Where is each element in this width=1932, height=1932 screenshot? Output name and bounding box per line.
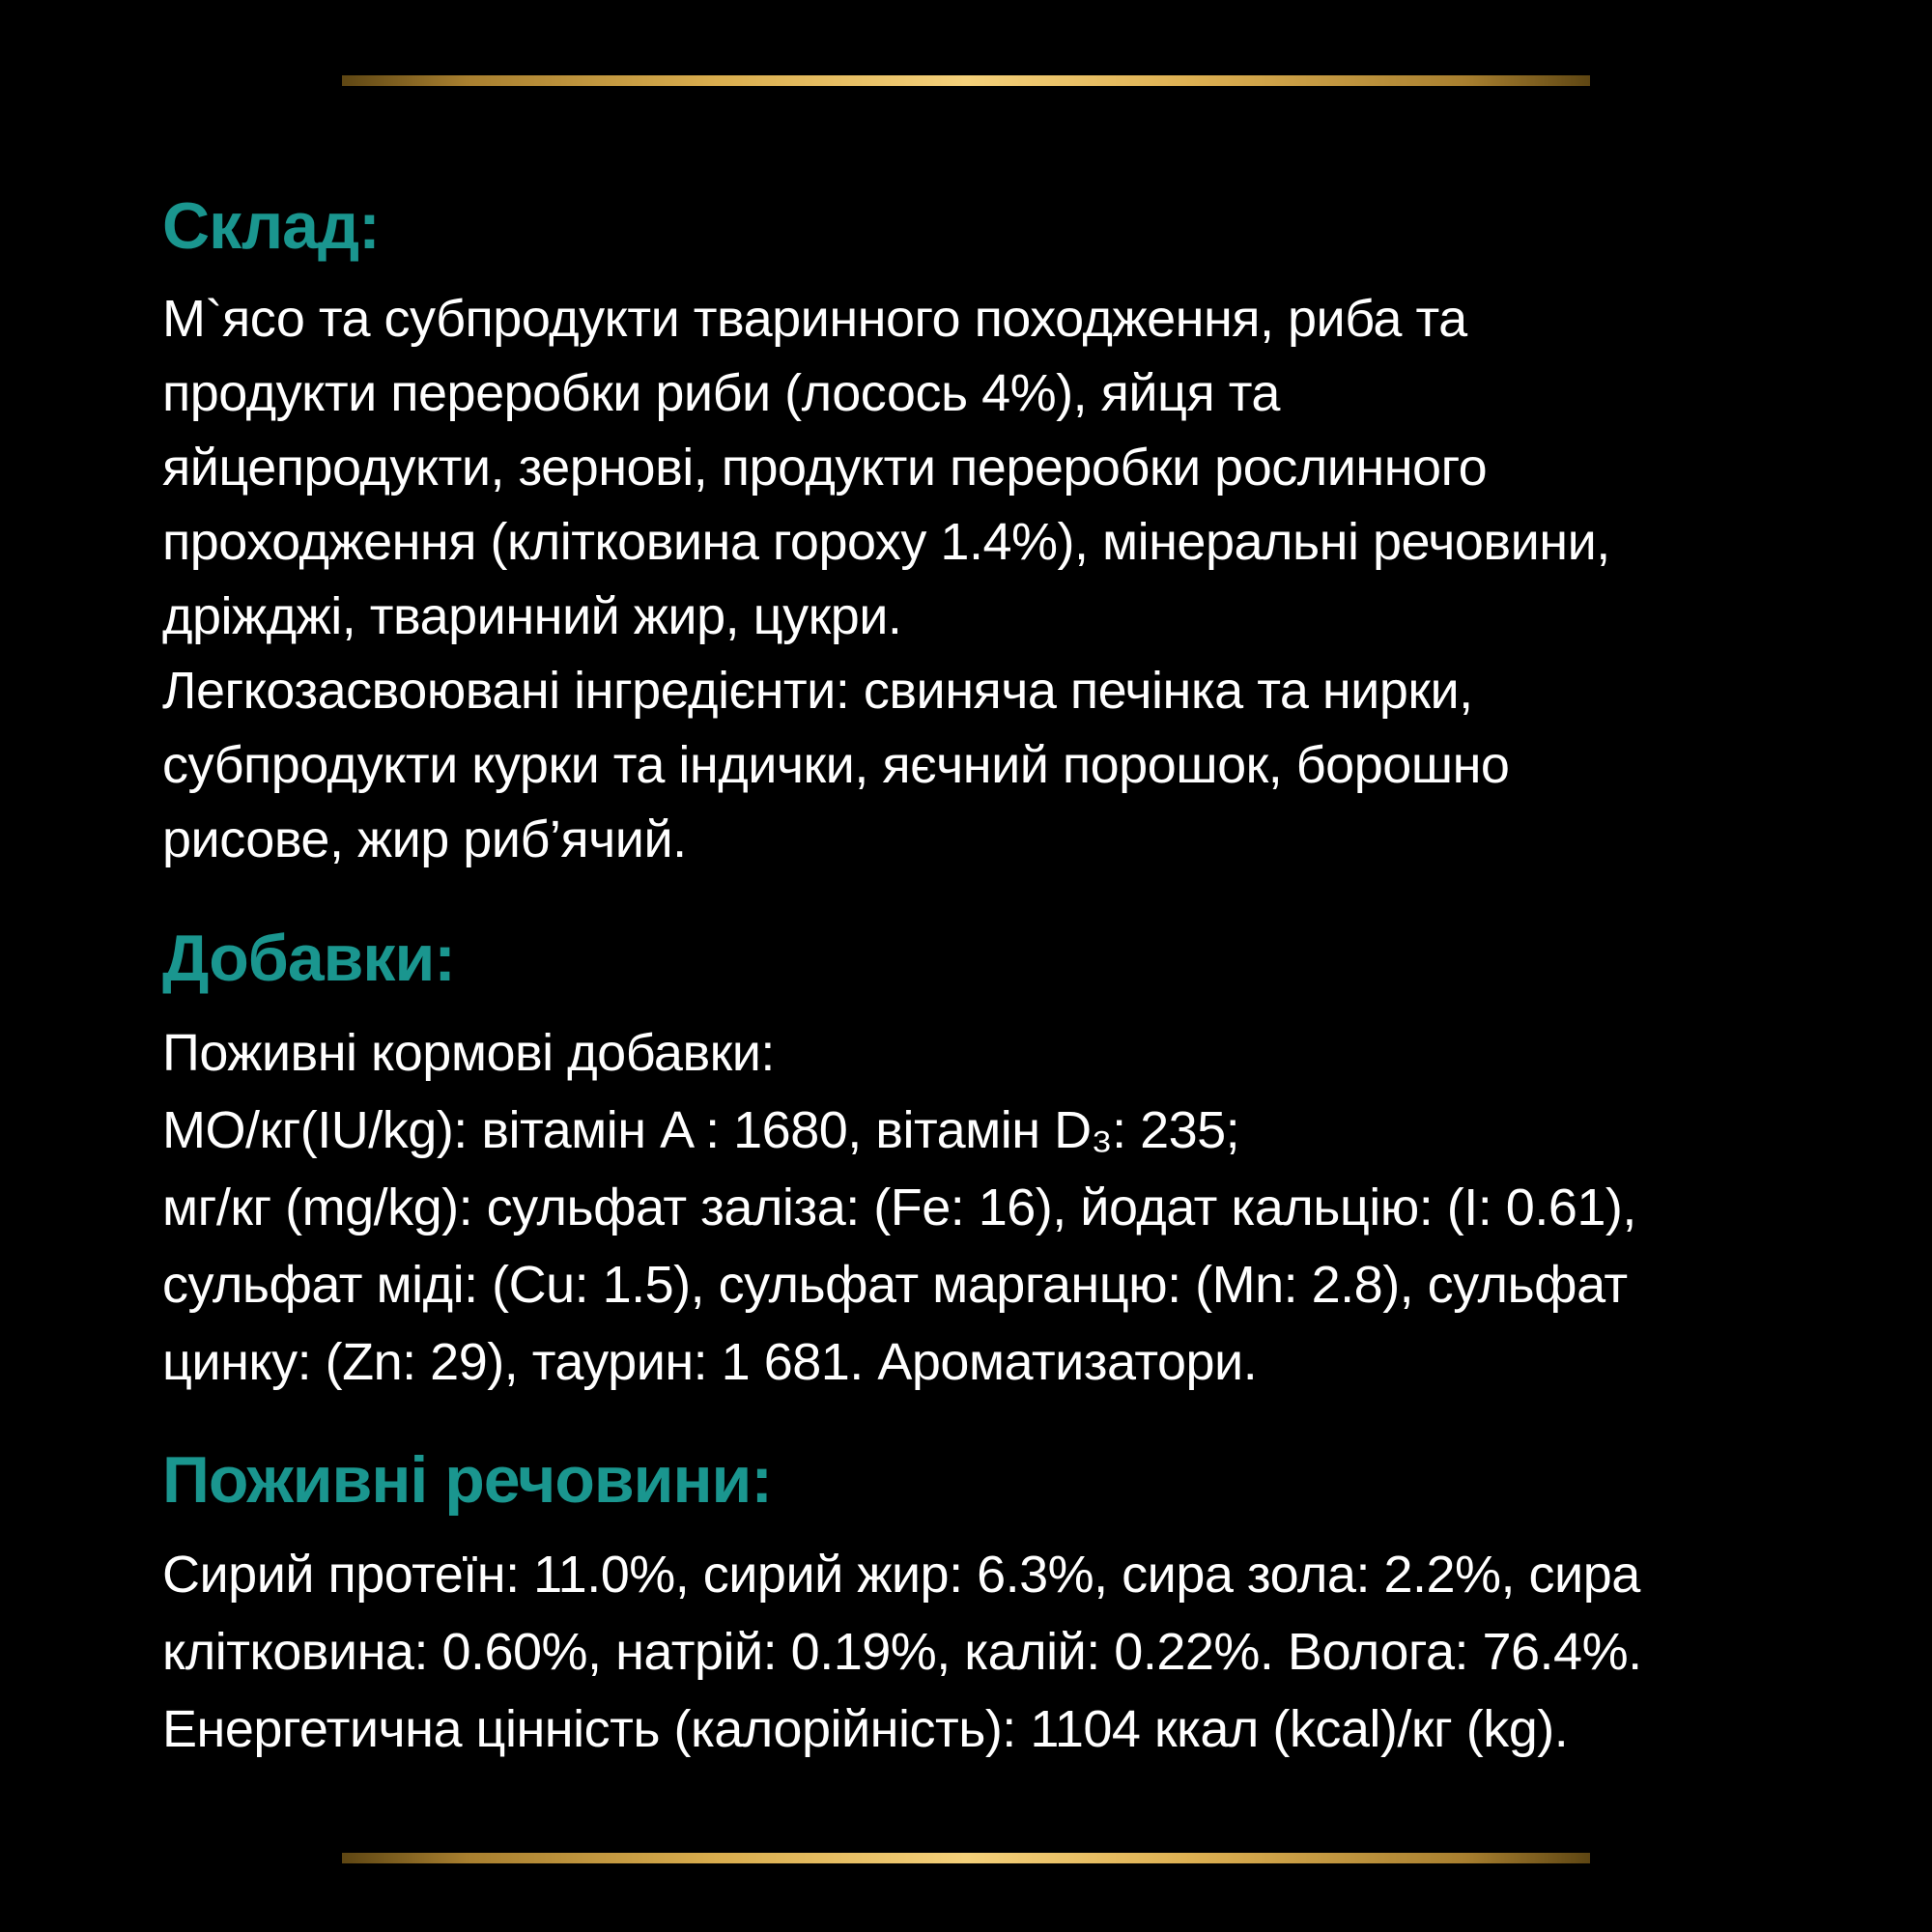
nutrients-line: Сирий протеїн: 11.0%, сирий жир: 6.3%, сира зола: 2.2%, сира <box>162 1546 1640 1604</box>
composition-line: Легкозасвоювані інгредієнти: свиняча печінка та нирки, <box>162 662 1473 720</box>
section-nutrients <box>162 1443 1824 1768</box>
additives-line: цинку: (Zn: 29), таурин: 1 681. Ароматизатори. <box>162 1333 1258 1391</box>
gold-divider-bottom <box>342 1853 1590 1863</box>
additives-line: сульфат міді: (Cu: 1.5), сульфат марганцю: (Mn: 2.8), сульфат <box>162 1256 1628 1314</box>
additives-line: Поживні кормові добавки: <box>162 1024 775 1082</box>
nutrients-line: клітковина: 0.60%, натрій: 0.19%, калій: 0.22%. Волога: 76.4%. <box>162 1623 1642 1681</box>
additives-heading: Добавки: <box>162 922 455 995</box>
composition-line: М`ясо та субпродукти тваринного походження, риба та <box>162 290 1467 348</box>
gold-divider-top <box>342 75 1590 86</box>
additives-body <box>162 1014 1824 1401</box>
composition-line: проходження (клітковина гороху 1.4%), мінеральні речовини, <box>162 513 1610 571</box>
composition-line: субпродукти курки та індички, яєчний порошок, борошно <box>162 736 1510 794</box>
composition-line: дріжджі, тваринний жир, цукри. <box>162 587 902 645</box>
composition-heading: Склад: <box>162 189 380 263</box>
composition-line: продукти переробки риби (лосось 4%), яйця та <box>162 364 1280 422</box>
composition-line: яйцепродукти, зернові, продукти переробки рослинного <box>162 439 1488 497</box>
composition-body <box>162 282 1824 877</box>
nutrients-heading: Поживні речовини: <box>162 1443 772 1517</box>
additives-line: мг/кг (mg/kg): сульфат заліза: (Fe: 16), йодат кальцію: (I: 0.61), <box>162 1179 1636 1236</box>
nutrients-line: Енергетична цінність (калорійність): 1104 ккал (kcal)/кг (kg). <box>162 1700 1569 1758</box>
section-composition <box>162 189 1824 877</box>
composition-line: рисове, жир риб’ячий. <box>162 810 687 868</box>
section-additives <box>162 922 1824 1401</box>
nutrients-body <box>162 1536 1824 1768</box>
additives-line: МО/кг(IU/kg): вітамін A : 1680, вітамін D₃: 235; <box>162 1101 1240 1159</box>
